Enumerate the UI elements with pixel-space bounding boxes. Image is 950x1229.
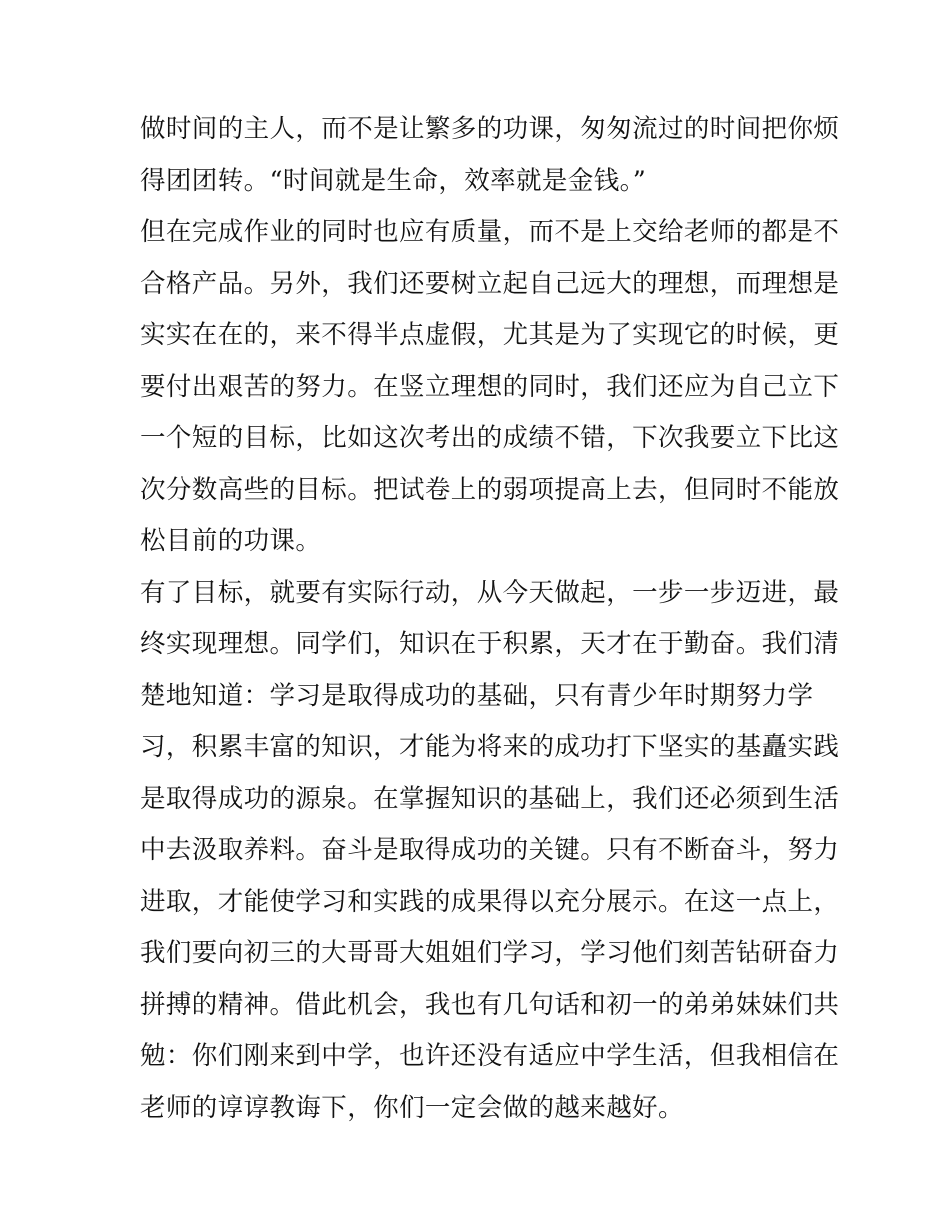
text-line: 是取得成功的源泉。在掌握知识的基础上，我们还必须到生活: [140, 783, 840, 814]
text-line: 楚地知道：学习是取得成功的基础，只有青少年时期努力学: [140, 680, 814, 711]
text-line: 一个短的目标，比如这次考出的成绩不错，下次我要立下比这: [140, 423, 840, 453]
text-line: 中去汲取养料。奋斗是取得成功的关键。只有不断奋斗，努力: [140, 835, 840, 865]
text-line: 进取，才能使学习和实践的成果得以充分展示。在这一点上，: [140, 886, 840, 917]
text-line: 合格产品。另外，我们还要树立起自己远大的理想，而理想是: [140, 268, 840, 299]
text-line: 松目前的功课。: [140, 526, 322, 556]
text-line: 终实现理想。同学们，知识在于积累，天才在于勤奋。我们清: [140, 629, 840, 659]
text-line: 勉：你们刚来到中学，也许还没有适应中学生活，但我相信在: [140, 1041, 840, 1071]
text-line: 做时间的主人，而不是让繁多的功课，匆匆流过的时间把你烦: [140, 114, 840, 144]
text-line: 有了目标，就要有实际行动，从今天做起，一步一步迈进，最: [140, 577, 840, 608]
text-line: 老师的谆谆教诲下，你们一定会做的越来越好。: [140, 1092, 684, 1123]
body-text: [140, 104, 840, 1134]
text-line: 习，积累丰富的知识，才能为将来的成功打下坚实的基矗实践: [140, 732, 840, 762]
text-line: 要付出艰苦的努力。在竖立理想的同时，我们还应为自己立下: [140, 371, 840, 402]
text-line: 次分数高些的目标。把试卷上的弱项提高上去，但同时不能放: [140, 474, 840, 505]
text-line: 拼搏的精神。借此机会，我也有几句话和初一的弟弟妹妹们共: [140, 989, 840, 1020]
text-line: 但在完成作业的同时也应有质量，而不是上交给老师的都是不: [140, 217, 840, 247]
text-line: 我们要向初三的大哥哥大姐姐们学习，学习他们刻苦钻研奋力: [140, 938, 840, 968]
text-line: 实实在在的，来不得半点虚假，尤其是为了实现它的时候，更: [140, 320, 840, 350]
text-line: 得团团转。“时间就是生命，效率就是金钱。”: [140, 165, 647, 196]
